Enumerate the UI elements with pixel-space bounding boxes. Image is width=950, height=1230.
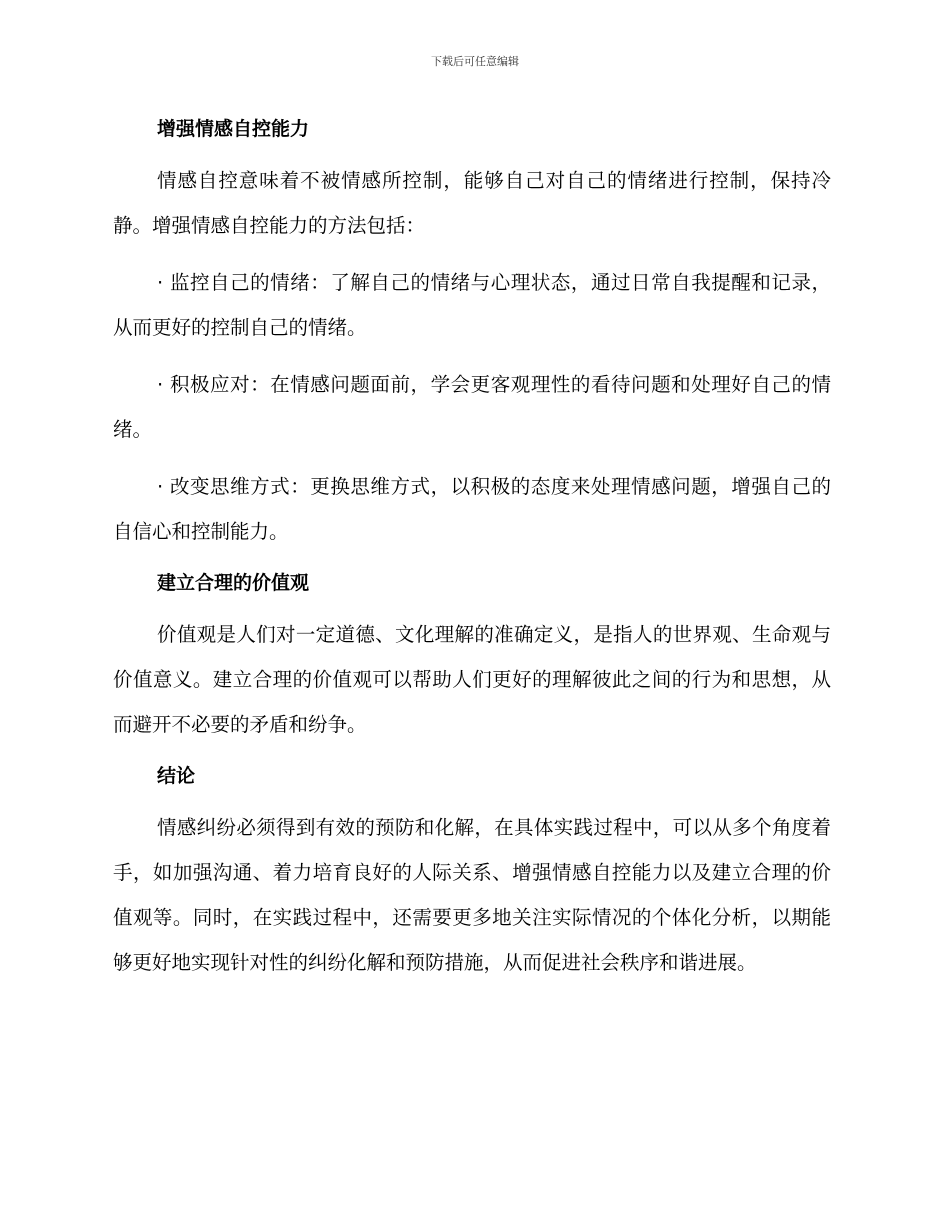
section-heading-values: 建立合理的价值观 — [157, 572, 310, 594]
section-heading-emotional-control: 增强情感自控能力 — [157, 118, 310, 140]
bullet-monitor-emotions: · 监控自己的情绪：了解自己的情绪与心理状态，通过日常自我提醒和记录，从而更好的控制自己的情绪。 — [113, 271, 831, 339]
paragraph-values: 价值观是人们对一定道德、文化理解的准确定义，是指人的世界观、生命观与价值意义。建立合理的价值观可以帮助人们更好的理解彼此之间的行为和思想，从而避开不必要的矛盾和纷争。 — [113, 623, 831, 736]
header-note: 下载后可任意编辑 — [431, 55, 519, 68]
document-body — [113, 112, 831, 985]
section-heading-conclusion: 结论 — [157, 765, 196, 787]
bullet-change-thinking: · 改变思维方式：更换思维方式，以积极的态度来处理情感问题，增强自己的自信心和控制能力。 — [113, 475, 831, 543]
paragraph-emotional-control-intro: 情感自控意味着不被情感所控制，能够自己对自己的情绪进行控制，保持冷静。增强情感自控能力的方法包括： — [113, 169, 831, 237]
paragraph-conclusion: 情感纠纷必须得到有效的预防和化解，在具体实践过程中，可以从多个角度着手，如加强沟通、着力培育良好的人际关系、增强情感自控能力以及建立合理的价值观等。同时，在实践过程中，还需要更多地关注实际情况的个体化分析，以期能够更好地实现针对性的纠纷化解和预防措施，从而促进社会秩序和谐进展。 — [113, 816, 831, 974]
bullet-positive-response: · 积极应对：在情感问题面前，学会更客观理性的看待问题和处理好自己的情绪。 — [113, 373, 831, 441]
